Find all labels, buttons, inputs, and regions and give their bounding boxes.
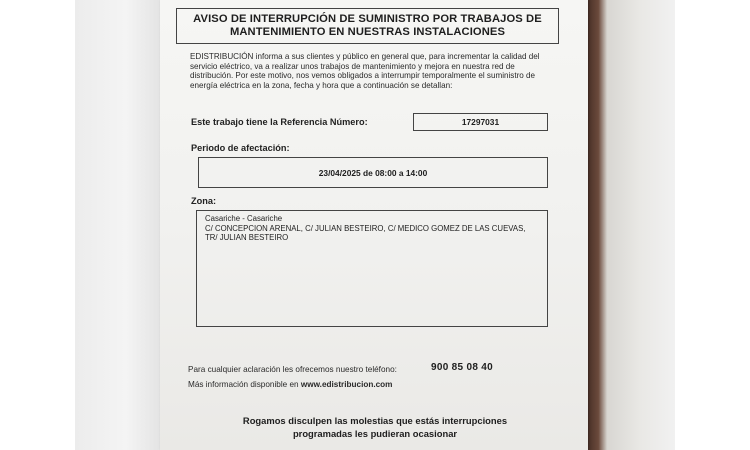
more-info-line — [188, 380, 392, 389]
intro-paragraph — [190, 52, 540, 90]
contact-phone-text: Para cualquier aclaración les ofrecemos nuestro teléfono: — [188, 365, 397, 374]
zone-line: C/ CONCEPCION ARENAL, C/ JULIAN BESTEIRO, C/ MEDICO GOMEZ DE LAS CUEVAS, — [205, 223, 526, 233]
notice-title — [176, 8, 559, 44]
closing-message — [200, 414, 550, 440]
phone-number: 900 85 08 40 — [431, 362, 493, 373]
period-label: Periodo de afectación: — [191, 143, 290, 153]
background-right — [588, 0, 675, 450]
title-line-1: AVISO DE INTERRUPCIÓN DE SUMINISTRO POR TRABAJOS DE — [193, 13, 542, 25]
intro-text: informa a sus clientes y público en general que, para incrementar la calidad del servicio eléctrico, va a realizar unos trabajos de mantenimiento y mejora en nuestra red de distribución. Por este motivo, nos vemos obligados a interrumpir temporalmente el suministro de energía eléctrica en la zona, fecha y hora que a continuación se detallan: — [190, 52, 540, 90]
closing-line-2: programadas les pudieran ocasionar — [292, 428, 458, 439]
more-info-text: Más información disponible en — [188, 380, 301, 389]
reference-number-box — [413, 113, 548, 131]
closing-line-1: Rogamos disculpen las molestias que estás interrupciones — [242, 415, 508, 426]
background-left — [75, 0, 160, 450]
notice-page — [160, 0, 588, 450]
reference-number: 17297031 — [461, 117, 500, 127]
zone-box — [196, 210, 548, 327]
period-box — [198, 157, 548, 188]
zone-label: Zona: — [191, 196, 217, 206]
zone-line: Casariche - Casariche — [205, 214, 283, 223]
website-link: www.edistribucion.com — [300, 380, 393, 389]
title-line-2: MANTENIMIENTO EN NUESTRAS INSTALACIONES — [229, 26, 506, 38]
period-value: 23/04/2025 de 08:00 a 14:00 — [318, 167, 428, 178]
reference-label: Este trabajo tiene la Referencia Número: — [191, 117, 368, 127]
brand-name: EDISTRIBUCIÓN — [190, 52, 254, 61]
zone-line: TR/ JULIAN BESTEIRO — [205, 233, 289, 243]
